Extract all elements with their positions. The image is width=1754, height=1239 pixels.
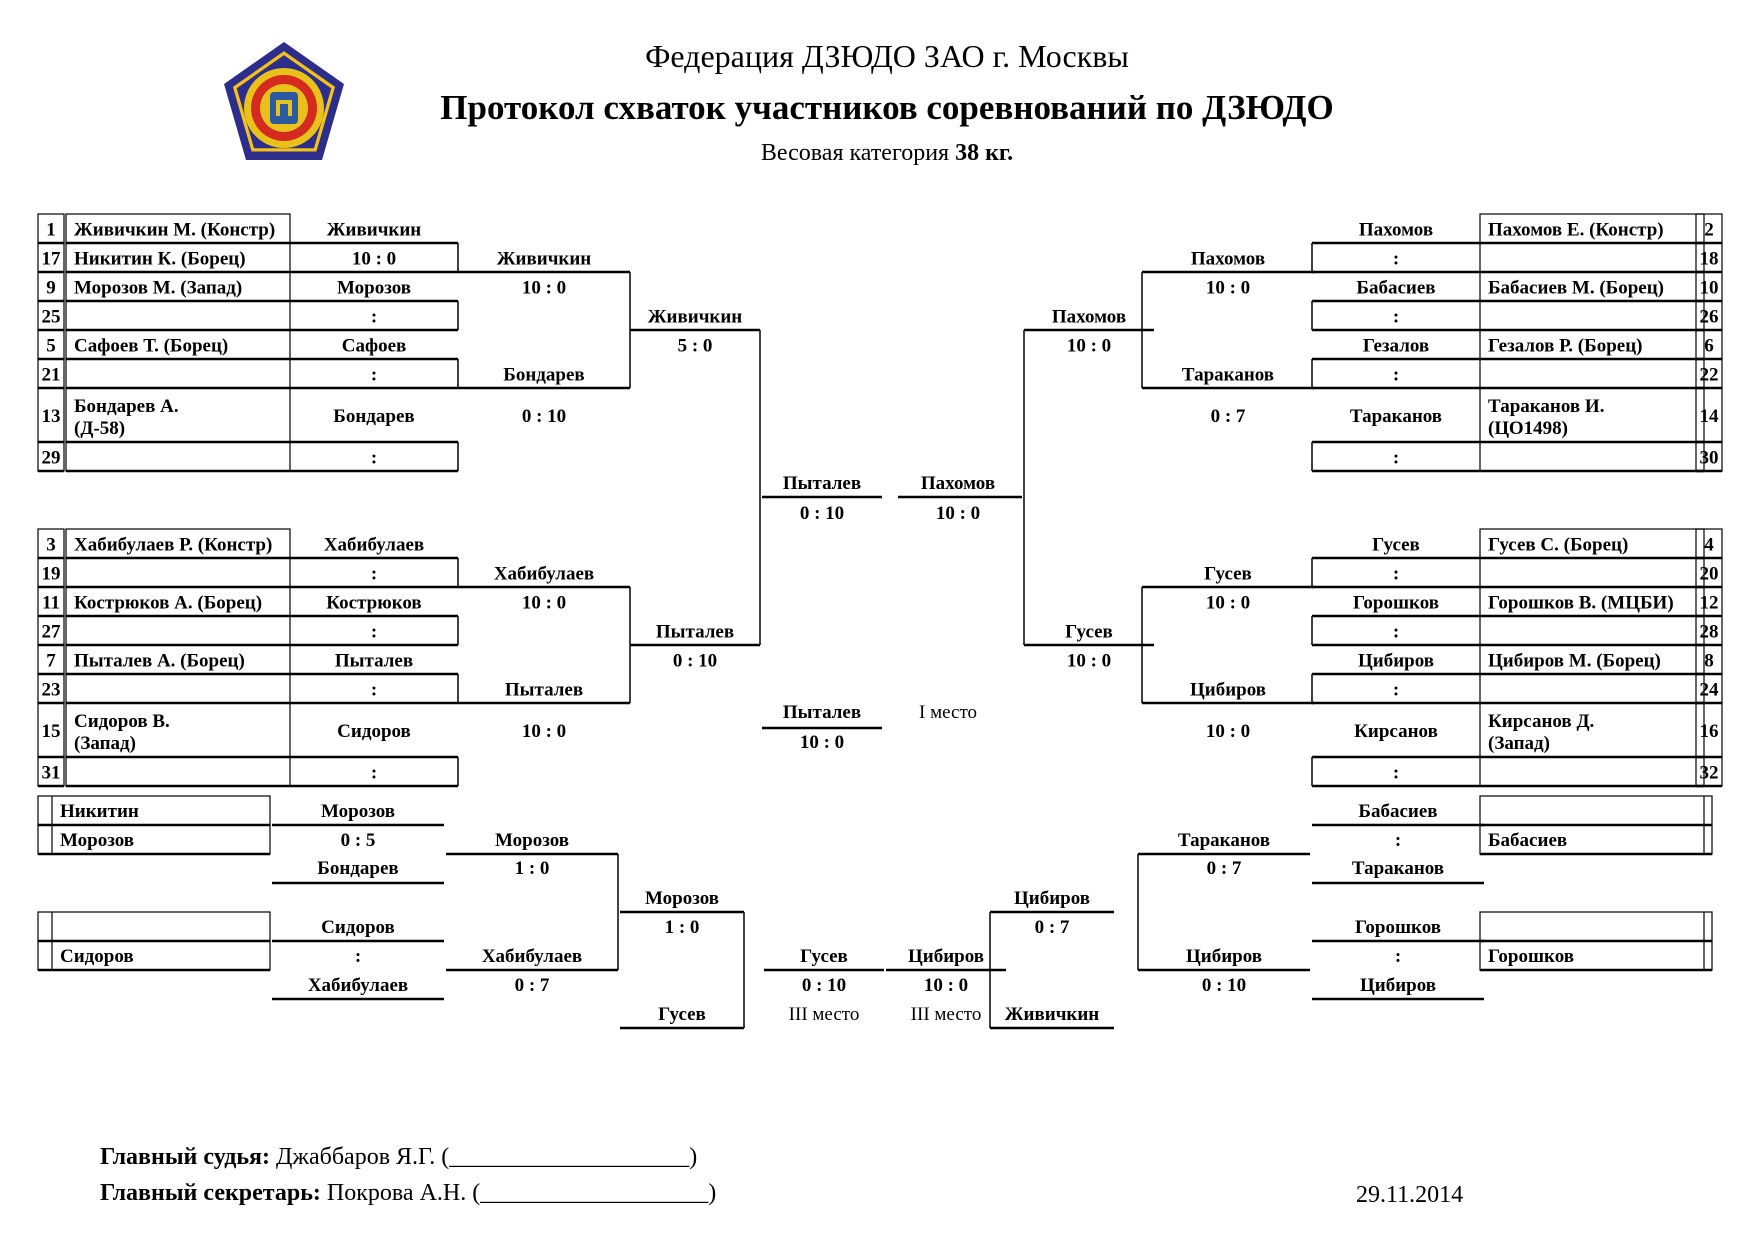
seed-number: 17 [41,248,61,270]
r1-loser: Кострюков [326,592,422,614]
r2-score: 10 : 0 [521,721,567,742]
r1-loser: Сафоев [341,335,407,357]
protocol-title: Протокол схваток участников соревнований по ДЗЮДО [440,88,1334,127]
r1-score: : [1392,563,1400,585]
seed-number: 19 [41,563,61,585]
r2-score: 10 : 0 [1205,592,1251,614]
seed-number: 30 [1699,447,1719,469]
r2-winner: Бондарев [503,364,585,386]
repechage-name: Никитин [60,801,139,822]
r2-winner: Пыталев [504,679,584,701]
repechage-r2-score: 0 : 10 [1201,975,1247,996]
repechage-name: Горошков [1488,946,1575,967]
seed-number: 4 [1704,534,1714,556]
r1-score: : [370,679,378,701]
weight-category-value: 38 кг. [955,140,1014,166]
repechage-r1-score: : [1394,946,1402,967]
r1-score: : [370,364,378,386]
repechage-name: Сидоров [60,946,134,967]
r1-score: : [1392,364,1400,386]
r2-winner: Пахомов [1190,248,1266,270]
seed-number: 13 [41,406,61,427]
seed-number: 18 [1699,248,1719,270]
seed-number: 15 [41,721,61,742]
repechage-r1-score: : [1394,830,1402,851]
seed-number: 3 [46,534,56,556]
repechage-name: Морозов [60,830,135,851]
seed-number: 14 [1699,406,1719,427]
athlete-name: Цибиров М. (Борец) [1488,650,1661,672]
repechage-r3-score: 0 : 7 [1034,917,1070,938]
seed-number: 6 [1704,335,1714,357]
r1-loser: Морозов [336,277,412,299]
r3-score: 10 : 0 [1066,335,1112,357]
seed-number: 21 [41,364,61,386]
athlete-name: Бабасиев М. (Борец) [1488,277,1664,299]
repechage-r1-top: Горошков [1354,917,1442,938]
r1-score: : [1392,679,1400,701]
r1-loser: Горошков [1352,592,1440,614]
seed-number: 16 [1699,721,1719,742]
r3-score: 5 : 0 [677,335,713,357]
repechage-r2-top: Хабибулаев [481,946,583,967]
r2-score: 10 : 0 [521,592,567,614]
seed-number: 29 [41,447,61,469]
repechage-r1-score: 0 : 5 [340,830,376,851]
athlete-cell [66,359,290,388]
r1-winner: Пахомов [1358,219,1434,241]
r2-score: 10 : 0 [521,277,567,299]
r1-winner: Гусев [1372,534,1420,556]
repechage-r2-score: 0 : 7 [1206,858,1242,879]
athlete-cell [66,301,290,330]
repechage-cell [1480,796,1712,825]
repechage-name: Бабасиев [1488,830,1568,851]
athlete-name: Сафоев Т. (Борец) [74,335,229,357]
athlete-cell [66,674,290,703]
r1-winner: Хабибулаев [323,534,425,556]
r1-score: : [1392,447,1400,469]
r1-loser: Тараканов [1349,406,1443,427]
r1-score: : [1392,306,1400,328]
seed-number: 24 [1699,679,1719,701]
athlete-cell [66,757,290,786]
repechage-r3-top: Цибиров [1013,888,1091,909]
r2-score: 0 : 10 [521,406,567,427]
athlete-name: Никитин К. (Борец) [74,248,246,270]
r3-winner: Пахомов [1051,306,1127,328]
seed-number: 32 [1699,762,1719,784]
repechage-r3-bottom: Гусев [658,1004,706,1025]
r1-loser: Бабасиев [1356,277,1436,299]
r1-winner: Живичкин [326,219,422,241]
seed-number: 27 [41,621,61,643]
protocol-date: 29.11.2014 [1356,1182,1464,1208]
r3-score: 0 : 10 [672,650,718,672]
chief-judge [100,1144,697,1171]
repechage-r1-score: : [354,946,362,967]
athlete-name: Пыталев А. (Борец) [74,650,245,672]
r3-winner: Пыталев [655,621,735,643]
athlete-name: Бондарев А. (Д-58) [74,396,179,439]
r1-loser: Сидоров [337,721,411,742]
repechage-r2-top: Цибиров [1185,946,1263,967]
seed-number: 20 [1699,563,1719,585]
bronze-score: 0 : 10 [801,975,847,996]
athlete-name: Хабибулаев Р. (Констр) [74,534,273,556]
seed-number: 11 [42,592,60,614]
repechage-r1-bottom: Цибиров [1359,975,1437,996]
r1-score: : [1392,248,1400,270]
final-place: I место [919,702,977,723]
r1-loser: Бондарев [333,406,415,427]
r2-score: 10 : 0 [1205,277,1251,299]
r2-score: 0 : 7 [1210,406,1246,427]
r2-winner: Тараканов [1181,364,1275,386]
repechage-r1-top: Сидоров [321,917,395,938]
r1-score: 10 : 0 [351,248,397,270]
chief-secretary-label: Главный секретарь: [100,1180,321,1206]
seed-number: 23 [41,679,61,701]
seed-number: 28 [1699,621,1719,643]
r1-loser: Гезалов [1362,335,1430,357]
repechage-r1-top: Морозов [320,801,396,822]
bronze-place: III место [910,1004,982,1025]
seed-number: 22 [1699,364,1719,386]
repechage-r1-bottom: Хабибулаев [307,975,409,996]
repechage-r2-score: 0 : 7 [514,975,550,996]
repechage-r3-score: 1 : 0 [664,917,700,938]
repechage-r2-top: Морозов [494,830,570,851]
athlete-cell [1480,757,1704,786]
r2-winner: Цибиров [1189,679,1267,701]
semifinal-right-score: 10 : 0 [935,503,981,524]
seed-number: 25 [41,306,61,328]
athlete-cell [66,558,290,587]
semifinal-right-winner: Пахомов [920,473,996,494]
federation-title: Федерация ДЗЮДО ЗАО г. Москвы [645,38,1129,74]
seed-number: 5 [46,335,56,357]
seed-number: 2 [1704,219,1714,241]
r1-score: : [1392,621,1400,643]
chief-judge-name: Джаббаров Я.Г. (____________________) [276,1144,698,1170]
seed-number: 1 [46,219,56,241]
r3-winner: Живичкин [647,306,743,328]
athlete-name: Горошков В. (МЦБИ) [1488,592,1674,614]
bronze-winner: Гусев [800,946,848,967]
r2-winner: Гусев [1204,563,1252,585]
athlete-cell [1480,359,1704,388]
r1-score: : [370,762,378,784]
repechage-r2-score: 1 : 0 [514,858,550,879]
r1-loser: Пыталев [334,650,414,672]
athlete-cell [1480,674,1704,703]
chief-secretary-name: Покрова А.Н. (___________________) [326,1180,717,1206]
r2-winner: Живичкин [496,248,592,270]
repechage-cell [38,912,270,941]
semifinal-left-winner: Пыталев [782,473,862,494]
repechage-cell [1480,912,1712,941]
bronze-winner: Цибиров [907,946,985,967]
athlete-cell [66,442,290,471]
r1-score: : [370,306,378,328]
repechage-r2-top: Тараканов [1177,830,1271,851]
final-score: 10 : 0 [799,732,845,753]
repechage-r1-bottom: Бондарев [317,858,399,879]
athlete-name: Тараканов И. (ЦО1498) [1488,396,1605,439]
athlete-name: Кирсанов Д. (Запад) [1488,711,1595,754]
seed-number: 9 [46,277,56,299]
r3-winner: Гусев [1065,621,1113,643]
r1-score: : [370,621,378,643]
seed-number: 31 [41,762,61,784]
seed-number: 7 [46,650,56,672]
athlete-cell [66,616,290,645]
seed-number: 26 [1699,306,1719,328]
seed-number: 10 [1699,277,1719,299]
r2-score: 10 : 0 [1205,721,1251,742]
bronze-score: 10 : 0 [923,975,969,996]
athlete-cell [1480,243,1704,272]
athlete-cell [1480,616,1704,645]
athlete-cell [1480,442,1704,471]
chief-secretary [100,1180,716,1207]
athlete-name: Морозов М. (Запад) [74,277,243,299]
repechage-r1-top: Бабасиев [1358,801,1438,822]
semifinal-left-score: 0 : 10 [799,503,845,524]
r1-loser: Цибиров [1357,650,1435,672]
athlete-name: Сидоров В. (Запад) [74,711,170,754]
athlete-cell [1480,301,1704,330]
seed-number: 12 [1699,592,1719,614]
athlete-name: Гезалов Р. (Борец) [1488,335,1643,357]
athlete-name: Кострюков А. (Борец) [74,592,263,614]
r1-score: : [370,447,378,469]
final-winner: Пыталев [782,702,862,723]
r2-winner: Хабибулаев [493,563,595,585]
athlete-cell [1480,558,1704,587]
athlete-name: Живичкин М. (Констр) [74,219,276,241]
repechage-r3-bottom: Живичкин [1004,1004,1100,1025]
r1-score: : [1392,762,1400,784]
athlete-name: Гусев С. (Борец) [1488,534,1629,556]
r3-score: 10 : 0 [1066,650,1112,672]
r1-score: : [370,563,378,585]
chief-judge-label: Главный судья: [100,1144,271,1170]
repechage-r3-top: Морозов [644,888,720,909]
weight-category-label: Весовая категория [760,140,950,166]
r1-loser: Кирсанов [1354,721,1438,742]
repechage-r1-bottom: Тараканов [1351,858,1445,879]
bronze-place: III место [788,1004,860,1025]
seed-number: 8 [1704,650,1714,672]
athlete-name: Пахомов Е. (Констр) [1488,219,1664,241]
